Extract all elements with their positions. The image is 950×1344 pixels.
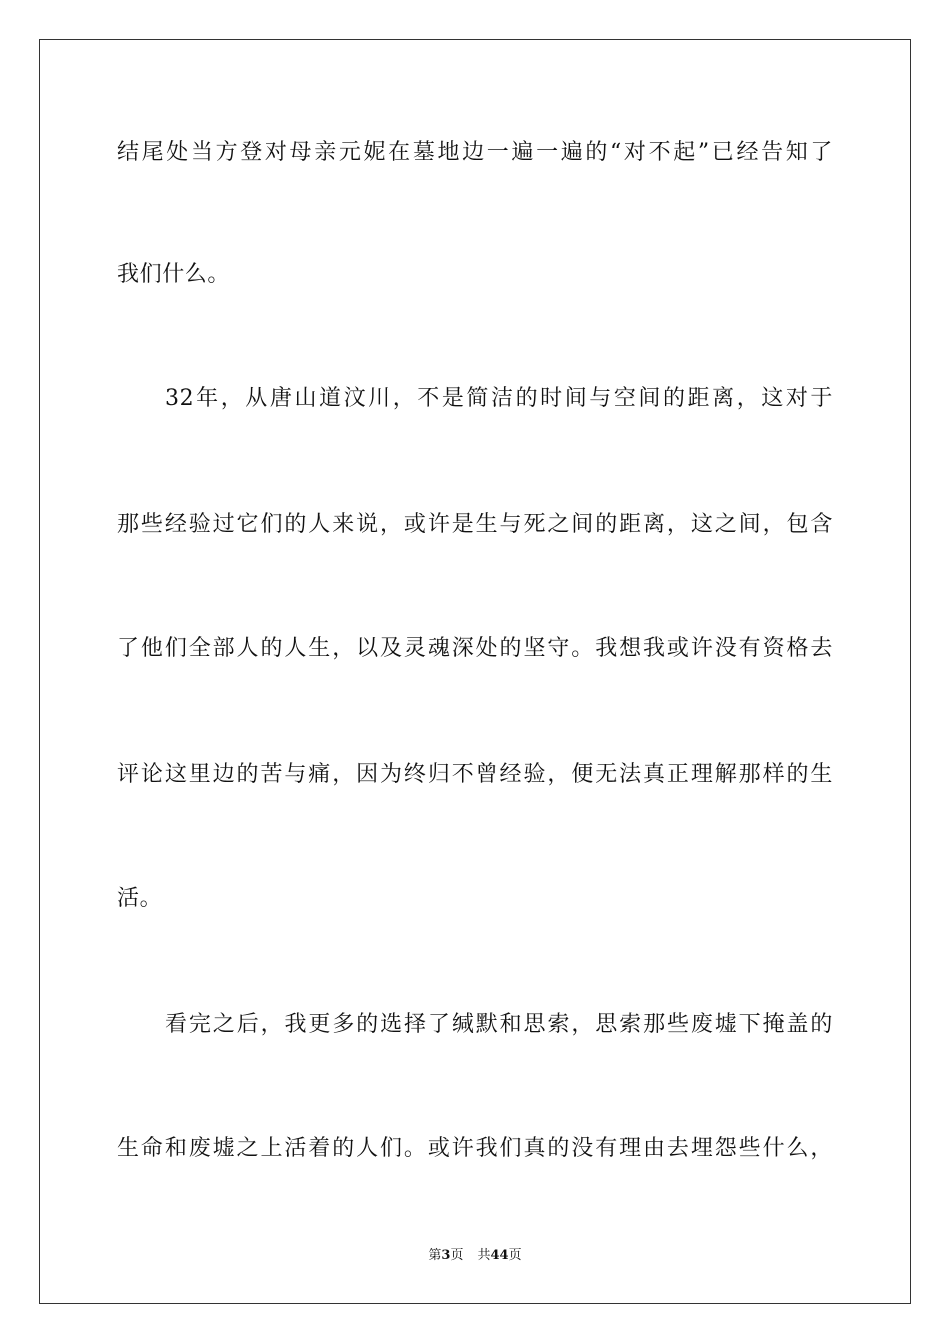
text-line-4: 那些经验过它们的人来说，或许是生与死之间的距离，这之间，包含: [117, 512, 833, 537]
text-line-5: 了他们全部人的人生，以及灵魂深处的坚守。我想我或许没有资格去: [117, 636, 833, 661]
page-border: [39, 39, 911, 1304]
footer-page-suffix: 页: [450, 1248, 464, 1263]
text-line-1: 结尾处当方登对母亲元妮在墓地边一遍一遍的“对不起”已经告知了: [117, 140, 833, 165]
text-line-3: 32年，从唐山道汶川，不是简洁的时间与空间的距离，这对于: [165, 386, 833, 411]
text-line-7: 活。: [117, 886, 163, 911]
footer-total-suffix: 页: [508, 1248, 522, 1263]
page-footer: [0, 1247, 950, 1265]
footer-page-prefix: 第: [428, 1248, 442, 1263]
footer-total-pages: 44: [490, 1248, 509, 1263]
text-line-8: 看完之后，我更多的选择了缄默和思索，思索那些废墟下掩盖的: [165, 1012, 833, 1037]
text-line-9: 生命和废墟之上活着的人们。或许我们真的没有理由去埋怨些什么，: [117, 1136, 833, 1161]
footer-page-number: 3: [441, 1248, 451, 1263]
footer-total-prefix: 共: [477, 1248, 491, 1263]
text-line-2: 我们什么。: [117, 262, 231, 287]
text-line-6: 评论这里边的苦与痛，因为终归不曾经验，便无法真正理解那样的生: [117, 762, 833, 787]
